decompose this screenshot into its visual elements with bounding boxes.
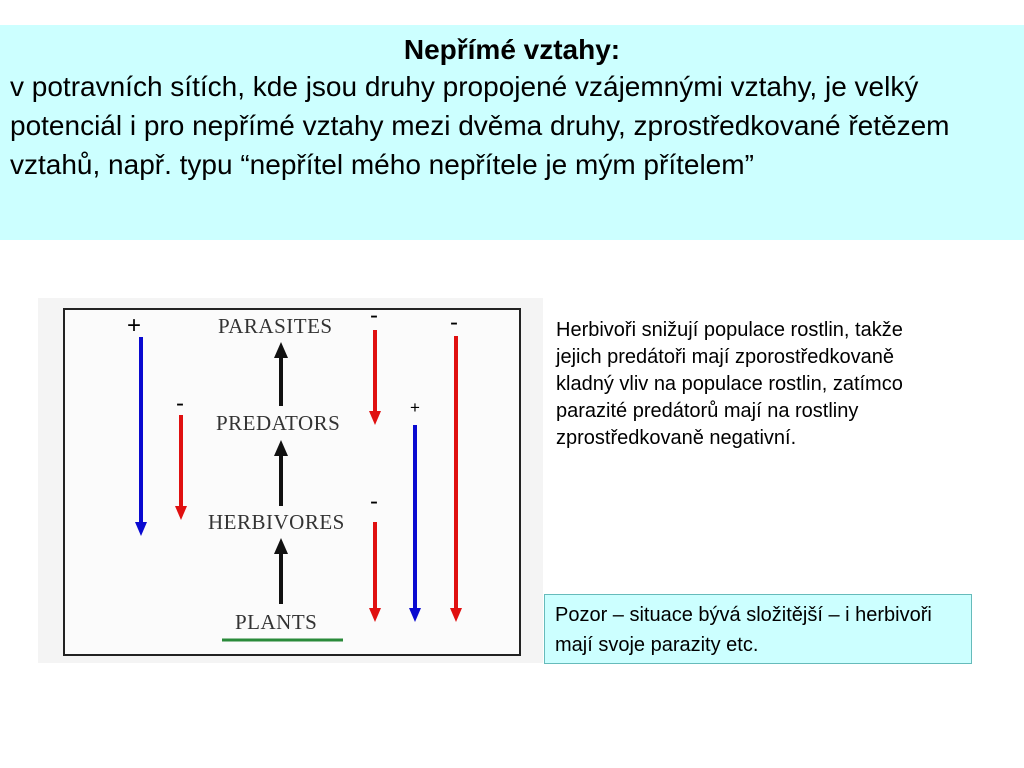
negative-effect-arrow-parasites-plants — [450, 336, 462, 622]
trophic-arrow-predators-to-parasites — [274, 342, 288, 406]
sign-plus-mid: + — [410, 398, 420, 417]
explanation-text: Herbivoři snižují populace rostlin, takže jejich predátoři mají zporostředkovaně kladný vliv na populace rostlin, zatímco parazité predátorů mají na rostliny zprostředkovaně negativní. — [556, 319, 903, 449]
sign-minus-mid-low: - — [370, 488, 378, 515]
note-box — [544, 594, 972, 664]
negative-effect-arrow-herbivores-plants — [369, 522, 381, 622]
trophic-arrow-plants-to-herbivores — [274, 538, 288, 604]
level-parasites: PARASITES — [218, 314, 333, 338]
negative-effect-arrow-parasites-predators — [369, 330, 381, 425]
slide-title: Nepřímé vztahy: — [403, 34, 621, 65]
negative-effect-arrow-left — [175, 415, 187, 520]
sign-plus-left: + — [127, 312, 142, 339]
level-predators: PREDATORS — [216, 411, 341, 435]
slide-intro-text: v potravních sítích, kde jsou druhy propojené vzájemnými vztahy, je velký potenciál i pro nepřímé vztahy mezi dvěma druhy, zprostředkované řetězem vztahů, např. typu “nepřítel mého nepřítele je mým přítelem” — [10, 71, 950, 180]
level-plants: PLANTS — [235, 610, 318, 634]
sign-minus-top-right: - — [450, 309, 458, 336]
sign-minus-top-mid: - — [370, 302, 378, 329]
level-herbivores: HERBIVORES — [208, 510, 345, 534]
note-text: Pozor – situace bývá složitější – i herbivoři mají svoje parazity etc. — [555, 604, 932, 656]
sign-minus-left: - — [176, 390, 184, 417]
trophic-arrow-herbivores-to-predators — [274, 440, 288, 506]
positive-effect-arrow-predators-plants — [409, 425, 421, 622]
positive-effect-arrow-left — [135, 337, 147, 536]
